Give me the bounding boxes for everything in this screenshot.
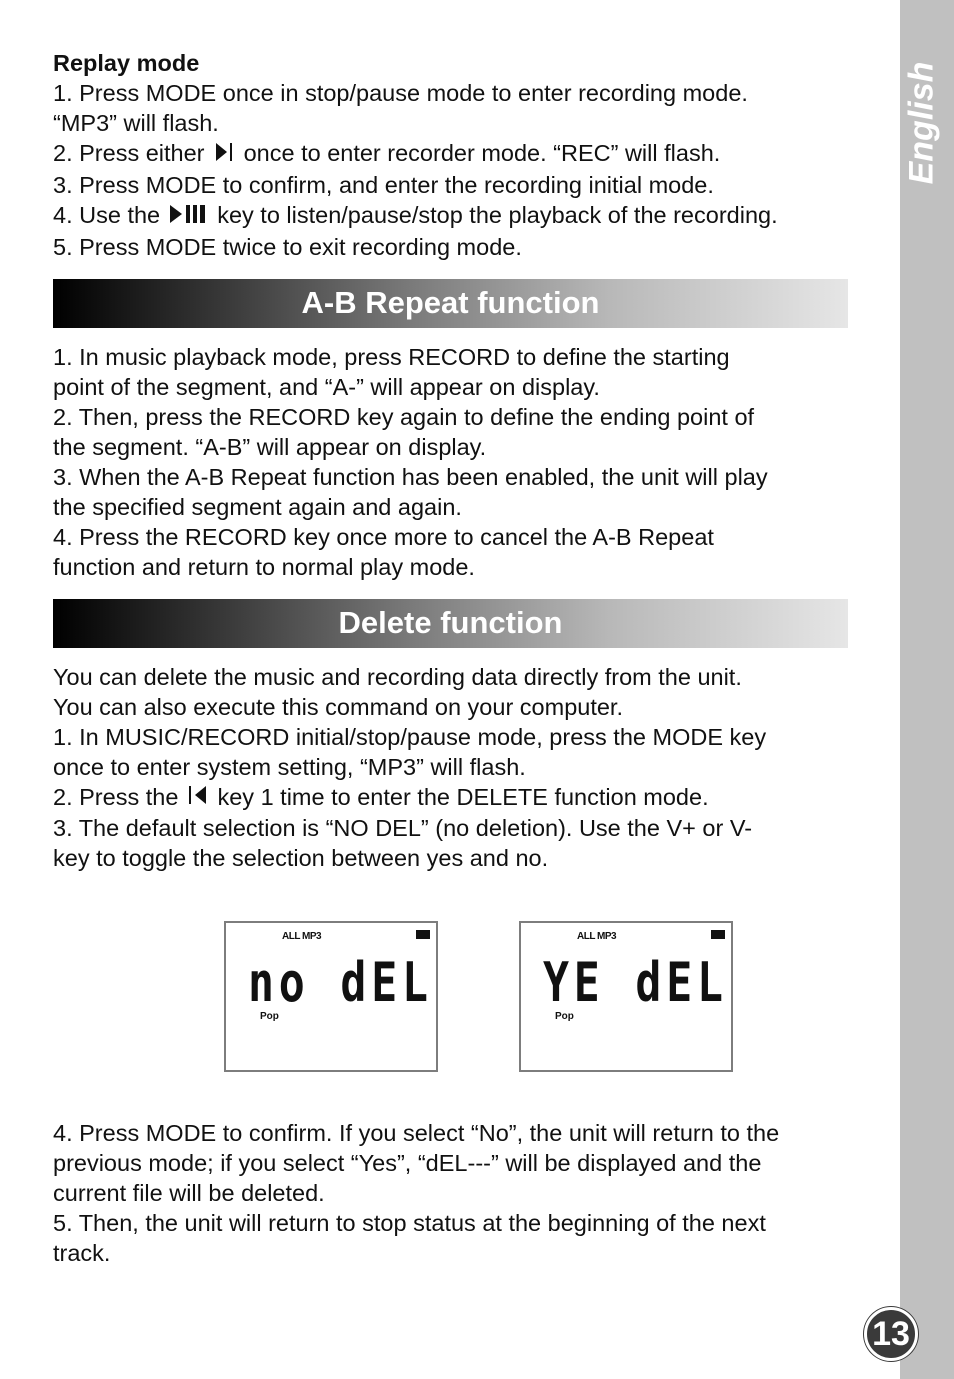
del-line-4: once to enter system setting, “MP3” will flash. [53, 753, 526, 780]
del-line-1: You can delete the music and recording data directly from the unit. [53, 663, 742, 690]
previous-track-icon [187, 783, 209, 813]
del-line-7: key to toggle the selection between yes and no. [53, 845, 549, 872]
replay-line-5-b: key to listen/pause/stop the playback of the recording. [217, 201, 778, 228]
language-label: English [902, 61, 941, 185]
ab-line-8: function and return to normal play mode. [53, 553, 475, 580]
ab-line-4: the segment. “A-B” will appear on display. [53, 433, 487, 460]
battery-icon [711, 930, 725, 939]
replay-line-5 [53, 200, 848, 232]
replay-line-6: 5. Press MODE twice to exit recording mode. [53, 233, 522, 260]
ab-line-7: 4. Press the RECORD key once more to cancel the A-B Repeat [53, 523, 714, 550]
replay-line-3-b: once to enter recorder mode. “REC” will flash. [243, 140, 721, 166]
ab-line-6: the specified segment again and again. [53, 493, 462, 520]
ab-repeat-header [53, 279, 848, 328]
replay-heading: Replay mode [53, 50, 200, 76]
ab-line-3: 2. Then, press the RECORD key again to define the ending point of [53, 403, 755, 430]
replay-line-3-a: 2. Press either [53, 140, 205, 166]
lcd-no-top: ALL MP3 [282, 931, 322, 943]
page-content [53, 48, 848, 1268]
side-tab [900, 0, 954, 1379]
replay-line-5-a: 4. Use the [53, 201, 161, 228]
play-pause-icon [169, 202, 209, 232]
next-track-icon [213, 140, 235, 170]
del-line-5 [53, 782, 848, 814]
del-line-2: You can also execute this command on your computer. [53, 693, 623, 720]
del2-line-1: 4. Press MODE to confirm. If you select “No”, the unit will return to the [53, 1120, 780, 1147]
del2-line-4: 5. Then, the unit will return to stop status at the beginning of the next [53, 1210, 766, 1237]
del2-line-2: previous mode; if you select “Yes”, “dEL---” will be displayed and the [53, 1150, 762, 1177]
replay-line-4: 3. Press MODE to confirm, and enter the recording initial mode. [53, 171, 714, 198]
lcd-yes-delete [519, 921, 733, 1072]
replay-line-1: 1. Press MODE once in stop/pause mode to enter recording mode. [53, 80, 748, 106]
lcd-no-main: no dEL [248, 951, 433, 1015]
lcd-no-delete [224, 921, 438, 1072]
replay-line-2: “MP3” will flash. [53, 110, 219, 136]
battery-icon [416, 930, 430, 939]
lcd-yes-main: YE dEL [543, 951, 728, 1015]
del-line-5-a: 2. Press the [53, 783, 179, 810]
del-line-3: 1. In MUSIC/RECORD initial/stop/pause mode, press the MODE key [53, 723, 767, 750]
delete-title: Delete function [338, 605, 563, 641]
del-line-6: 3. The default selection is “NO DEL” (no deletion). Use the V+ or V- [53, 815, 753, 842]
ab-line-1: 1. In music playback mode, press RECORD to define the starting [53, 343, 730, 370]
lcd-yes-sub: Pop [555, 1011, 574, 1023]
ab-line-5: 3. When the A-B Repeat function has been enabled, the unit will play [53, 463, 768, 490]
ab-line-2: point of the segment, and “A-” will appear on display. [53, 373, 600, 400]
page-number: 13 [864, 1307, 918, 1361]
del2-line-5: track. [53, 1240, 111, 1267]
lcd-illustrations [53, 873, 848, 1118]
del2-line-3: current file will be deleted. [53, 1180, 325, 1207]
del-line-5-b: key 1 time to enter the DELETE function mode. [217, 783, 709, 810]
delete-header [53, 599, 848, 648]
lcd-yes-top: ALL MP3 [577, 931, 617, 943]
lcd-no-sub: Pop [260, 1011, 279, 1023]
replay-line-3 [53, 138, 848, 170]
ab-repeat-title: A-B Repeat function [301, 285, 600, 321]
